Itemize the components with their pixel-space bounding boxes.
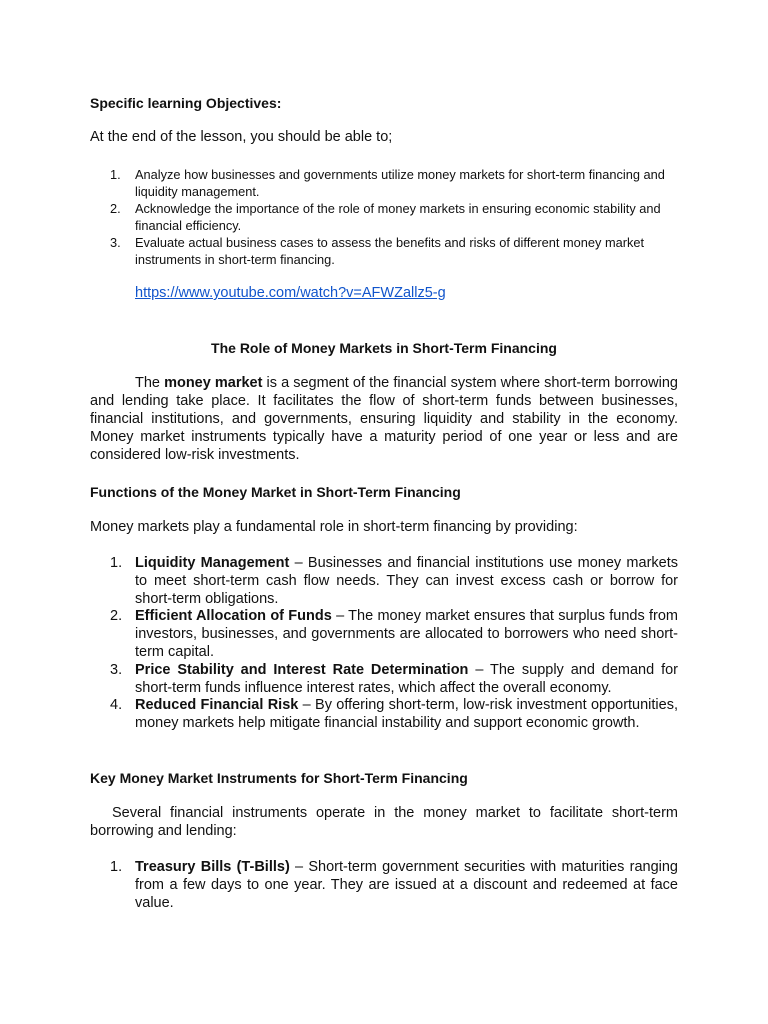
function-item (90, 661, 678, 696)
objective-text: Analyze how businesses and governments utilize money markets for short-term financing and liquidity management. (135, 167, 665, 199)
function-item (90, 696, 678, 750)
list-number: 3. (110, 235, 121, 250)
list-number: 1. (110, 859, 123, 875)
function-text: – The supply and demand for short-term funds influence interest rates, which affect the overall economy. (135, 662, 678, 696)
function-text: – The money market ensures that surplus funds from investors, businesses, and governments are allocated to borrowers who need short-term capital. (135, 608, 678, 660)
function-text: – By offering short-term, low-risk investment opportunities, money markets help mitigate financial instability and support economic growth. (135, 697, 678, 731)
list-number: 1. (110, 555, 123, 571)
function-term: Liquidity Management (135, 555, 290, 571)
function-term: Reduced Financial Risk (135, 697, 299, 713)
objective-text: Acknowledge the importance of the role of money markets in ensuring economic stability and financial efficiency. (135, 201, 661, 233)
objective-text: Evaluate actual business cases to assess the benefits and risks of different money market instruments in short-term financing. (135, 235, 645, 267)
instruments-heading: Key Money Market Instruments for Short-Term Financing (90, 770, 468, 786)
functions-heading: Functions of the Money Market in Short-Term Financing (90, 484, 461, 500)
objectives-list (90, 166, 678, 268)
instruments-list (90, 858, 678, 912)
function-item (90, 607, 678, 661)
instrument-item (90, 858, 678, 912)
function-item (90, 554, 678, 607)
youtube-link[interactable]: https://www.youtube.com/watch?v=AFWZallz5-g (135, 285, 446, 301)
function-term: Price Stability and Interest Rate Determination (135, 662, 469, 678)
objective-item (90, 234, 678, 268)
money-market-term: money market (164, 375, 263, 391)
intro-paragraph (90, 374, 678, 464)
objective-item (90, 200, 678, 234)
list-number: 2. (110, 201, 121, 216)
function-text: – Businesses and financial institutions use money markets to meet short-term cash flow needs. They can invest excess cash or borrow for short-term obligations. (135, 555, 678, 607)
objectives-heading: Specific learning Objectives: (90, 95, 282, 111)
list-number: 3. (110, 662, 123, 678)
list-number: 1. (110, 167, 121, 182)
section-title: The Role of Money Markets in Short-Term Financing (211, 340, 557, 356)
list-number: 2. (110, 608, 123, 624)
intro-rest: is a segment of the financial system where short-term borrowing and lending take place. It facilitates the flow of short-term funds between businesses, financial institutions, and governments, ensuring liquidity and stability in the economy. Money market instruments typically have a maturity period of one year or less and are considered low-risk investments. (90, 375, 678, 463)
instrument-text: – Short-term government securities with maturities ranging from a few days to one year. They are issued at a discount and redeemed at face value. (135, 859, 678, 911)
function-term: Efficient Allocation of Funds (135, 608, 332, 624)
intro-lead: The (135, 375, 165, 391)
objective-item (90, 166, 678, 200)
instrument-term: Treasury Bills (T-Bills) (135, 859, 290, 875)
instruments-intro: Several financial instruments operate in the money market to facilitate short-term borrowing and lending: (90, 805, 678, 839)
objectives-intro: At the end of the lesson, you should be able to; (90, 129, 393, 145)
list-number: 4. (110, 697, 123, 713)
functions-list (90, 554, 678, 750)
functions-intro: Money markets play a fundamental role in short-term financing by providing: (90, 519, 578, 535)
